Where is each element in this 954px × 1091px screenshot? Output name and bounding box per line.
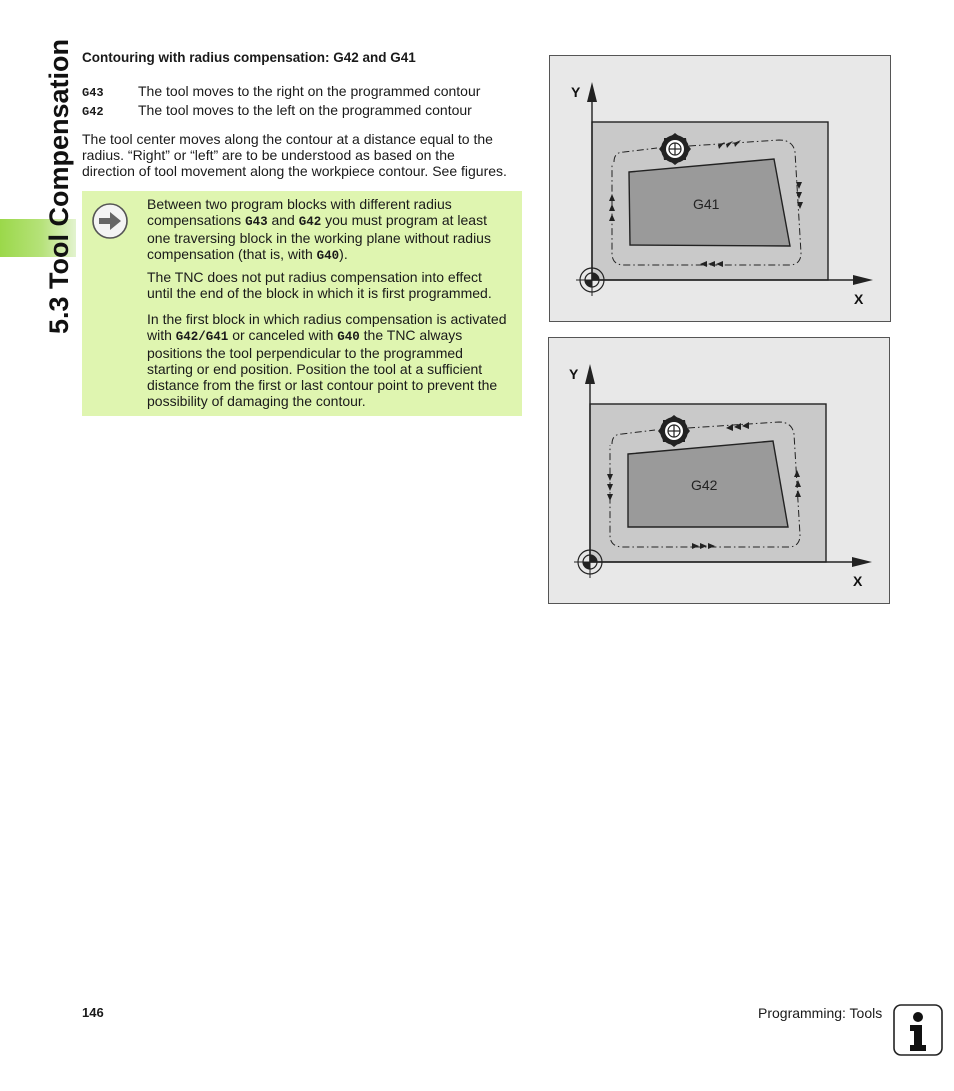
note-paragraph-3: [147, 311, 517, 409]
intro-line: The tool center moves along the contour at a distance equal to the: [82, 131, 493, 147]
code-description: The tool moves to the right on the programmed contour: [138, 83, 481, 99]
x-axis-label: X: [854, 291, 864, 307]
note-line: Between two program blocks with different radius: [147, 196, 452, 212]
code-row-g43: [82, 83, 480, 100]
note-box: [82, 191, 522, 416]
note-paragraph-1: [147, 196, 517, 264]
note-line: starting or end position. Position the tool at a sufficient: [147, 361, 483, 377]
x-axis-label: X: [853, 573, 863, 589]
note-line: possibility of damaging the contour.: [147, 393, 366, 409]
note-line: one traversing block in the working plane without radius: [147, 230, 491, 246]
intro-line: direction of tool movement along the workpiece contour. See figures.: [82, 163, 507, 179]
code-description: The tool moves to the left on the programmed contour: [138, 102, 472, 118]
figure-g41: [549, 55, 891, 322]
info-icon: [893, 1004, 943, 1056]
note-paragraph-2: [147, 269, 517, 301]
chapter-title: Programming: Tools: [758, 1005, 883, 1021]
code-label: G42: [82, 105, 104, 119]
arrow-right-icon: [91, 202, 129, 240]
note-line: compensations G43 and G42 you must program at least: [147, 212, 487, 229]
note-line: positions the tool perpendicular to the programmed: [147, 345, 463, 361]
intro-paragraph: [82, 131, 532, 179]
intro-line: radius. “Right” or “left” are to be understood as based on the: [82, 147, 455, 163]
note-line: with G42/G41 or canceled with G40 the TNC always: [147, 327, 463, 344]
page-number: 146: [82, 1005, 104, 1020]
note-line: until the end of the block in which it is first programmed.: [147, 285, 492, 301]
figure-g42: [548, 337, 890, 604]
code-label: G43: [82, 86, 104, 100]
y-axis-label: Y: [569, 366, 579, 382]
note-line: The TNC does not put radius compensation into effect: [147, 269, 482, 285]
y-axis-label: Y: [571, 84, 581, 100]
note-line: distance from the first or last contour point to prevent the: [147, 377, 498, 393]
region-label: G42: [691, 477, 718, 493]
region-label: G41: [693, 196, 720, 212]
note-line: compensation (that is, with G40).: [147, 246, 348, 263]
note-line: In the first block in which radius compensation is activated: [147, 311, 507, 327]
code-row-g42: [82, 102, 472, 119]
section-heading: Contouring with radius compensation: G42 and G41: [82, 50, 416, 65]
